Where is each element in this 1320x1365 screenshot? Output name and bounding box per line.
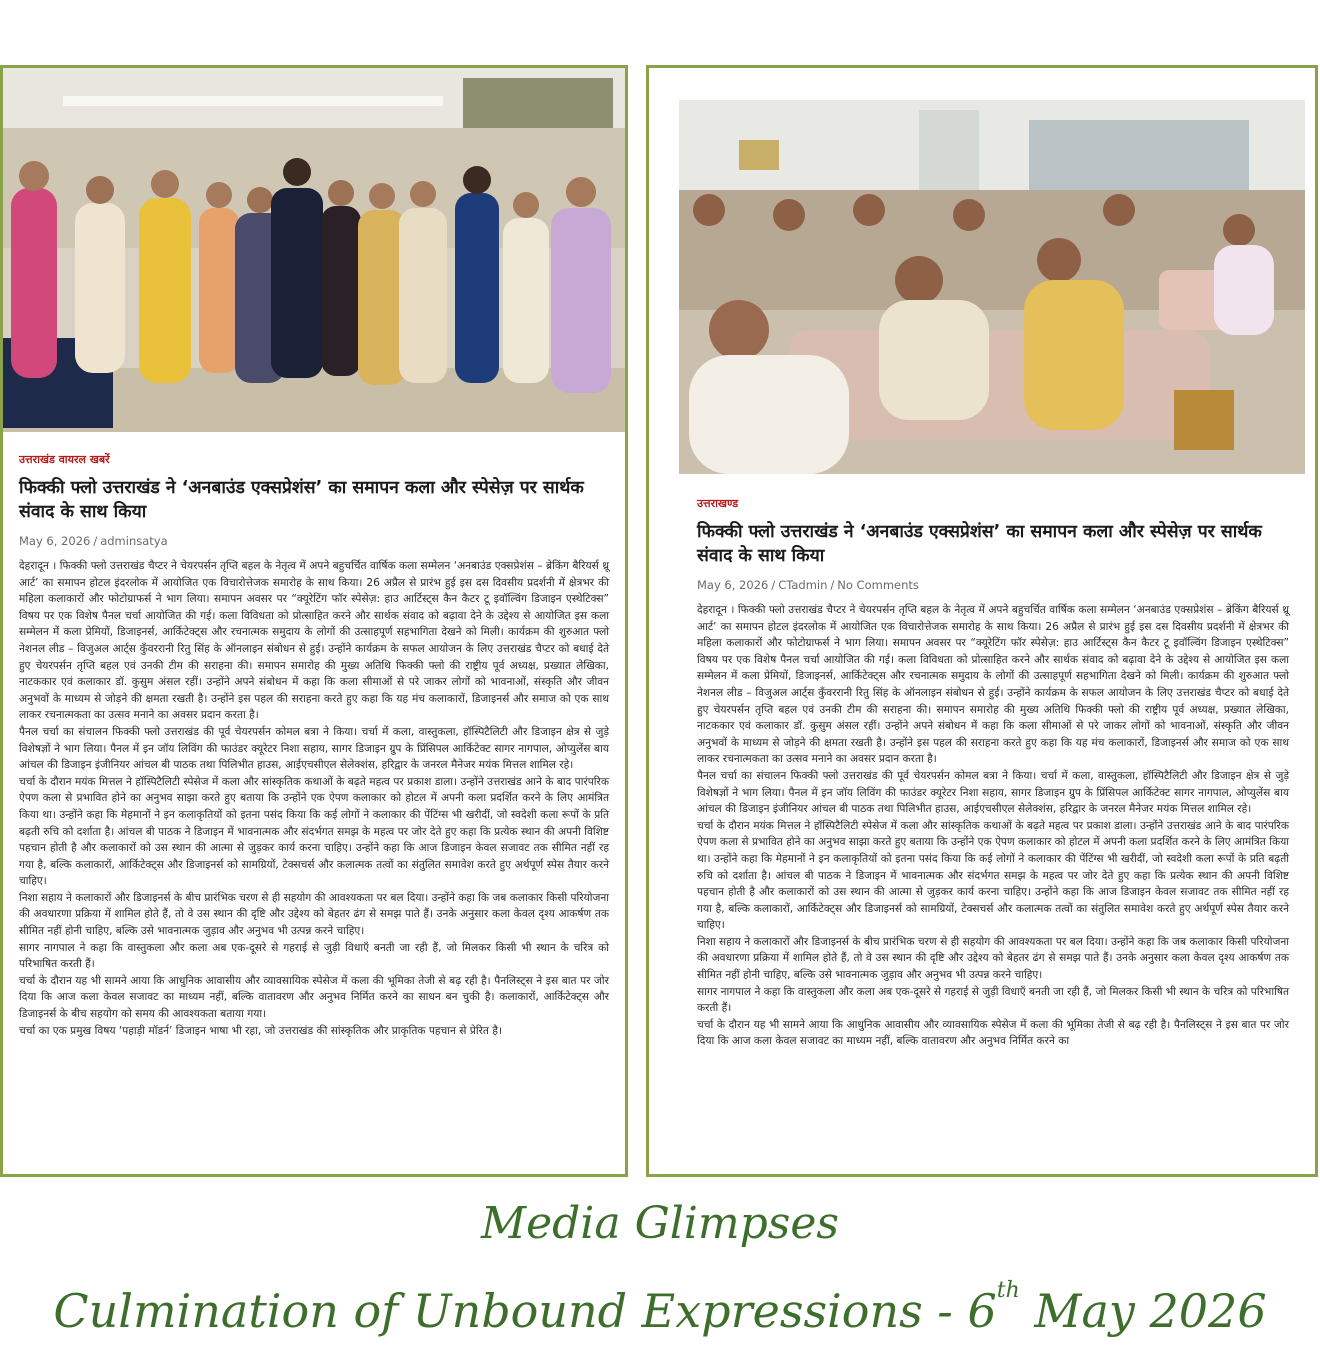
- article-paragraph: चर्चा के दौरान यह भी सामने आया कि आधुनिक आवासीय और व्यावसायिक स्पेसेज में कला की भूमिका तेजी से बढ़ रही है। पैनलिस्ट्स ने इस बात पर जोर दिया कि आज कला केवल सजावट का माध्यम नहीं, बल्कि वातावरण और अनुभव निर्मित करने का साधन बन चुकी है। कलाकारों, आर्किटेक्ट्स और डिजाइनर्स के बीच सहयोग को समय की आवश्यकता बताया गया।: [19, 974, 609, 1021]
- article-paragraph: देहरादून । फिक्की फ्लो उत्तराखंड चैप्टर ने चेयरपर्सन तृप्ति बहल के नेतृत्व में अपने बहुचर्चित वार्षिक कला सम्मेलन ‘अनबाउंड एक्सप्रेशंस – ब्रेकिंग बैरियर्स थ्रू आर्ट’ का समापन होटल इंदरलोक में आयोजित एक विचारोत्तेजक समारोह के साथ किया। 26 अप्रैल से प्रारंभ हुई इस दस दिवसीय प्रदर्शनी में क्षेत्रभर की महिला कलाकारों और फोटोग्राफर्स ने भाग लिया। समापन अवसर पर “क्यूरेटिंग फॉर स्पेसेज़: हाउ आर्टिस्ट्स कैन कैटर टू इवॉल्विंग डिजाइन एस्थेटिक्स” विषय पर एक विशेष पैनल चर्चा आयोजित की गई। कला विविधता को प्रोत्साहित करने और सार्थक संवाद को बढ़ावा देने के उद्देश्य से आयोजित इस कला सम्मेलन में कला प्रेमियों, डिजाइनर्स, आर्किटेक्ट्स और रचनात्मक समुदाय के लोगों की उत्साहपूर्ण सहभागिता देखने को मिली। कार्यक्रम की शुरुआत फ्लो नेशनल लीड – विजुअल आर्ट्स कुँवररानी रितु सिंह के ऑनलाइन संबोधन से हुई। उन्होंने कार्यक्रम के सफल आयोजन के लिए उत्तराखंड चैप्टर को बधाई देते हुए चेयरपर्सन तृप्ति बहल एवं उनकी टीम की सराहना की। समापन समारोह की मुख्य अतिथि फिक्की फ्लो की राष्ट्रीय पूर्व अध्यक्ष, प्रख्यात लेखिका, नाटककार एवं कलाकार डॉ. कुसुम अंसल रहीं। उन्होंने अपने संबोधन में कहा कि कला सीमाओं से परे जाकर लोगों को भावनाओं, संस्कृति और जीवन अनुभवों के माध्यम से जोड़ने की क्षमता रखती है। उन्होंने इस पहल की सराहना करते हुए कहा कि यह मंच कलाकारों, डिजाइनर्स और समाज को एक साथ लाकर रचनात्मकता का उत्सव मनाने का अवसर प्रदान करता है।: [19, 560, 609, 722]
- right-news-clipping: [646, 65, 1318, 1177]
- article-author[interactable]: adminsatya: [100, 534, 168, 548]
- caption-title: Media Glimpses: [481, 1198, 839, 1249]
- article-paragraph: निशा सहाय ने कलाकारों और डिजाइनर्स के बीच प्रारंभिक चरण से ही सहयोग की आवश्यकता पर बल दिया। उन्होंने कहा कि जब कलाकार किसी परियोजना की अवधारणा प्रक्रिया में शामिल होते हैं, तो वे उस स्थान की दृष्टि और उद्देश्य को बेहतर ढंग से समझ पाते हैं। उनके अनुसार कला केवल दृश्य आकर्षण तक सीमित नहीं होनी चाहिए, बल्कि उसे भावनात्मक जुड़ाव और अनुभव भी उत्पन्न करने चाहिए।: [697, 935, 1289, 982]
- article-paragraph: सागर नागपाल ने कहा कि वास्तुकला और कला अब एक-दूसरे से गहराई से जुड़ी विधाएँ बनती जा रही हैं, जो मिलकर किसी भी स्थान के चरित्र को परिभाषित करती हैं।: [697, 985, 1289, 1015]
- article-author[interactable]: CTadmin: [778, 578, 828, 592]
- caption-subtitle-date: May 2026: [1019, 1284, 1267, 1338]
- category-label[interactable]: उत्तराखंड वायरल खबरें: [19, 453, 110, 466]
- left-news-clipping: [0, 65, 628, 1177]
- meta-separator: /: [93, 534, 98, 548]
- article-paragraph: देहरादून । फिक्की फ्लो उत्तराखंड चैप्टर ने चेयरपर्सन तृप्ति बहल के नेतृत्व में अपने बहुचर्चित वार्षिक कला सम्मेलन ‘अनबाउंड एक्सप्रेशंस – ब्रेकिंग बैरियर्स थ्रू आर्ट’ का समापन होटल इंदरलोक में आयोजित एक विचारोत्तेजक समारोह के साथ किया। 26 अप्रैल से प्रारंभ हुई इस दस दिवसीय प्रदर्शनी में क्षेत्रभर की महिला कलाकारों और फोटोग्राफर्स ने भाग लिया। समापन अवसर पर “क्यूरेटिंग फॉर स्पेसेज़: हाउ आर्टिस्ट्स कैन कैटर टू इवॉल्विंग डिजाइन एस्थेटिक्स” विषय पर एक विशेष पैनल चर्चा आयोजित की गई। कला विविधता को प्रोत्साहित करने और सार्थक संवाद को बढ़ावा देने के उद्देश्य से आयोजित इस कला सम्मेलन में कला प्रेमियों, डिजाइनर्स, आर्किटेक्ट्स और रचनात्मक समुदाय के लोगों की उत्साहपूर्ण सहभागिता देखने को मिली। कार्यक्रम की शुरुआत फ्लो नेशनल लीड – विजुअल आर्ट्स कुँवररानी रितु सिंह के ऑनलाइन संबोधन से हुई। उन्होंने कार्यक्रम के सफल आयोजन के लिए उत्तराखंड चैप्टर को बधाई देते हुए चेयरपर्सन तृप्ति बहल एवं उनकी टीम की सराहना की। समापन समारोह की मुख्य अतिथि फिक्की फ्लो की राष्ट्रीय पूर्व अध्यक्ष, प्रख्यात लेखिका, नाटककार एवं कलाकार डॉ. कुसुम अंसल रहीं। उन्होंने अपने संबोधन में कहा कि कला सीमाओं से परे जाकर लोगों को भावनाओं, संस्कृति और जीवन अनुभवों के माध्यम से जोड़ने की क्षमता रखती है। उन्होंने इस पहल की सराहना करते हुए कहा कि यह मंच कलाकारों, डिजाइनर्स और समाज को एक साथ लाकर रचनात्मकता का उत्सव मनाने का अवसर प्रदान करता है।: [697, 604, 1289, 766]
- article-headline[interactable]: फिक्की फ्लो उत्तराखंड ने ‘अनबाउंड एक्सप्रेशंस’ का समापन कला और स्पेसेज़ पर सार्थक संवाद के साथ किया: [697, 522, 1262, 566]
- meta-separator: /: [830, 578, 835, 592]
- meta-separator: /: [771, 578, 776, 592]
- article-date: May 6, 2026: [19, 534, 91, 548]
- article-paragraph: पैनल चर्चा का संचालन फिक्की फ्लो उत्तराखंड की पूर्व चेयरपर्सन कोमल बत्रा ने किया। चर्चा में कला, वास्तुकला, हॉस्पिटैलिटी और डिजाइन क्षेत्र से जुड़े विशेषज्ञों ने भाग लिया। पैनल में इन जॉय लिविंग की फाउंडर क्यूरेटर निशा सहाय, सागर डिजाइन ग्रुप के प्रिंसिपल आर्किटेक्ट सागर नागपाल, ओप्युलेंस बाय आंचल की डिजाइन इंजीनियर आंचल बी पाठक तथा पिलिभीत हाउस, आईएचसीएल सेलेक्शंस, हरिद्वार के जनरल मैनेजर मयंक मित्तल शामिल रहे।: [19, 725, 609, 772]
- article-paragraph: चर्चा का एक प्रमुख विषय ‘पहाड़ी मॉडर्न’ डिजाइन भाषा भी रहा, जो उत्तराखंड की सांस्कृतिक और प्राकृतिक पहचान से प्रेरित है।: [19, 1024, 502, 1037]
- category-label[interactable]: उत्तराखण्ड: [697, 497, 739, 510]
- article-paragraph: निशा सहाय ने कलाकारों और डिजाइनर्स के बीच प्रारंभिक चरण से ही सहयोग की आवश्यकता पर बल दिया। उन्होंने कहा कि जब कलाकार किसी परियोजना की अवधारणा प्रक्रिया में शामिल होते हैं, तो वे उस स्थान की दृष्टि और उद्देश्य को बेहतर ढंग से समझ पाते हैं। उनके अनुसार कला केवल दृश्य आकर्षण तक सीमित नहीं होनी चाहिए, बल्कि उसे भावनात्मक जुड़ाव और अनुभव भी उत्पन्न करने चाहिए।: [19, 891, 609, 938]
- article-body: [697, 602, 1289, 1050]
- article-meta: [19, 534, 609, 548]
- audience-photo-image: [679, 100, 1305, 474]
- article-headline[interactable]: फिक्की फ्लो उत्तराखंड ने ‘अनबाउंड एक्सप्रेशंस’ का समापन कला और स्पेसेज़ पर सार्थक संवाद के साथ किया: [19, 478, 584, 522]
- article-body: [19, 558, 609, 1039]
- right-article: [697, 496, 1289, 1050]
- article-paragraph: पैनल चर्चा का संचालन फिक्की फ्लो उत्तराखंड की पूर्व चेयरपर्सन कोमल बत्रा ने किया। चर्चा में कला, वास्तुकला, हॉस्पिटैलिटी और डिजाइन क्षेत्र से जुड़े विशेषज्ञों ने भाग लिया। पैनल में इन जॉय लिविंग की फाउंडर क्यूरेटर निशा सहाय, सागर डिजाइन ग्रुप के प्रिंसिपल आर्किटेक्ट सागर नागपाल, ओप्युलेंस बाय आंचल की डिजाइन इंजीनियर आंचल बी पाठक तथा पिलिभीत हाउस, आईएचसीएल सेलेक्शंस, हरिद्वार के जनरल मैनेजर मयंक मित्तल शामिल रहे।: [697, 769, 1289, 816]
- article-date: May 6, 2026: [697, 578, 769, 592]
- caption-subtitle-text: Culmination of Unbound Expressions - 6: [53, 1284, 997, 1338]
- audience-photo: [679, 100, 1305, 474]
- group-photo: [3, 68, 625, 432]
- caption-subtitle: [0, 1278, 1320, 1338]
- article-paragraph: सागर नागपाल ने कहा कि वास्तुकला और कला अब एक-दूसरे से गहराई से जुड़ी विधाएँ बनती जा रही हैं, जो मिलकर किसी भी स्थान के चरित्र को परिभाषित करती हैं।: [19, 941, 609, 971]
- article-meta: [697, 578, 1289, 592]
- article-paragraph: चर्चा के दौरान मयंक मित्तल ने हॉस्पिटैलिटी स्पेसेज में कला और सांस्कृतिक कथाओं के बढ़ते महत्व पर प्रकाश डाला। उन्होंने उत्तराखंड आने के बाद पारंपरिक ऐपण कला से प्रभावित होने का अनुभव साझा करते हुए बताया कि उन्होंने एक ऐपण कलाकार को होटल में अपनी कला प्रदर्शित करने के लिए आमंत्रित किया था। उन्होंने कहा कि मेहमानों ने इन कलाकृतियों को इतना पसंद किया कि कई लोगों ने कलाकार की पेंटिंग्स भी खरीदीं, जो स्वदेशी कला रूपों के प्रति बढ़ती रुचि को दर्शाता है। आंचल बी पाठक ने डिजाइन में भावनात्मक और संदर्भगत समझ के महत्व पर जोर देते हुए कहा कि प्रत्येक स्थान की अपनी विशिष्ट पहचान होती है और कलाकारों को उस स्थान की आत्मा से जुड़कर कार्य करना चाहिए। उन्होंने कहा कि आज डिजाइन केवल सजावट तक सीमित नहीं रह गया है, बल्कि कलाकारों, आर्किटेक्ट्स और डिजाइनर्स को सामग्रियों, टेक्सचर्स और कलात्मक तत्वों का संतुलित समावेश करते हुए अर्थपूर्ण स्पेस तैयार करने चाहिए।: [697, 819, 1289, 932]
- article-paragraph: चर्चा के दौरान यह भी सामने आया कि आधुनिक आवासीय और व्यावसायिक स्पेसेज में कला की भूमिका तेजी से बढ़ रही है। पैनलिस्ट्स ने इस बात पर जोर दिया कि आज कला केवल सजावट का माध्यम नहीं, बल्कि वातावरण और अनुभव निर्मित करने का: [697, 1018, 1289, 1048]
- group-photo-image: [3, 68, 625, 432]
- article-paragraph: चर्चा के दौरान मयंक मित्तल ने हॉस्पिटैलिटी स्पेसेज में कला और सांस्कृतिक कथाओं के बढ़ते महत्व पर प्रकाश डाला। उन्होंने उत्तराखंड आने के बाद पारंपरिक ऐपण कला से प्रभावित होने का अनुभव साझा करते हुए बताया कि उन्होंने एक ऐपण कलाकार को होटल में अपनी कला प्रदर्शित करने के लिए आमंत्रित किया था। उन्होंने कहा कि मेहमानों ने इन कलाकृतियों को इतना पसंद किया कि कई लोगों ने कलाकार की पेंटिंग्स भी खरीदीं, जो स्वदेशी कला रूपों के प्रति बढ़ती रुचि को दर्शाता है। आंचल बी पाठक ने डिजाइन में भावनात्मक और संदर्भगत समझ के महत्व पर जोर देते हुए कहा कि प्रत्येक स्थान की अपनी विशिष्ट पहचान होती है और कलाकारों को उस स्थान की आत्मा से जुड़कर कार्य करना चाहिए। उन्होंने कहा कि आज डिजाइन केवल सजावट तक सीमित नहीं रह गया है, बल्कि कलाकारों, आर्किटेक्ट्स और डिजाइनर्स को सामग्रियों, टेक्सचर्स और कलात्मक तत्वों का संतुलित समावेश करते हुए अर्थपूर्ण स्पेस तैयार करने चाहिए।: [19, 775, 609, 888]
- left-article: [19, 452, 609, 1039]
- caption-ordinal: th: [996, 1278, 1020, 1303]
- comments-link[interactable]: No Comments: [837, 578, 919, 592]
